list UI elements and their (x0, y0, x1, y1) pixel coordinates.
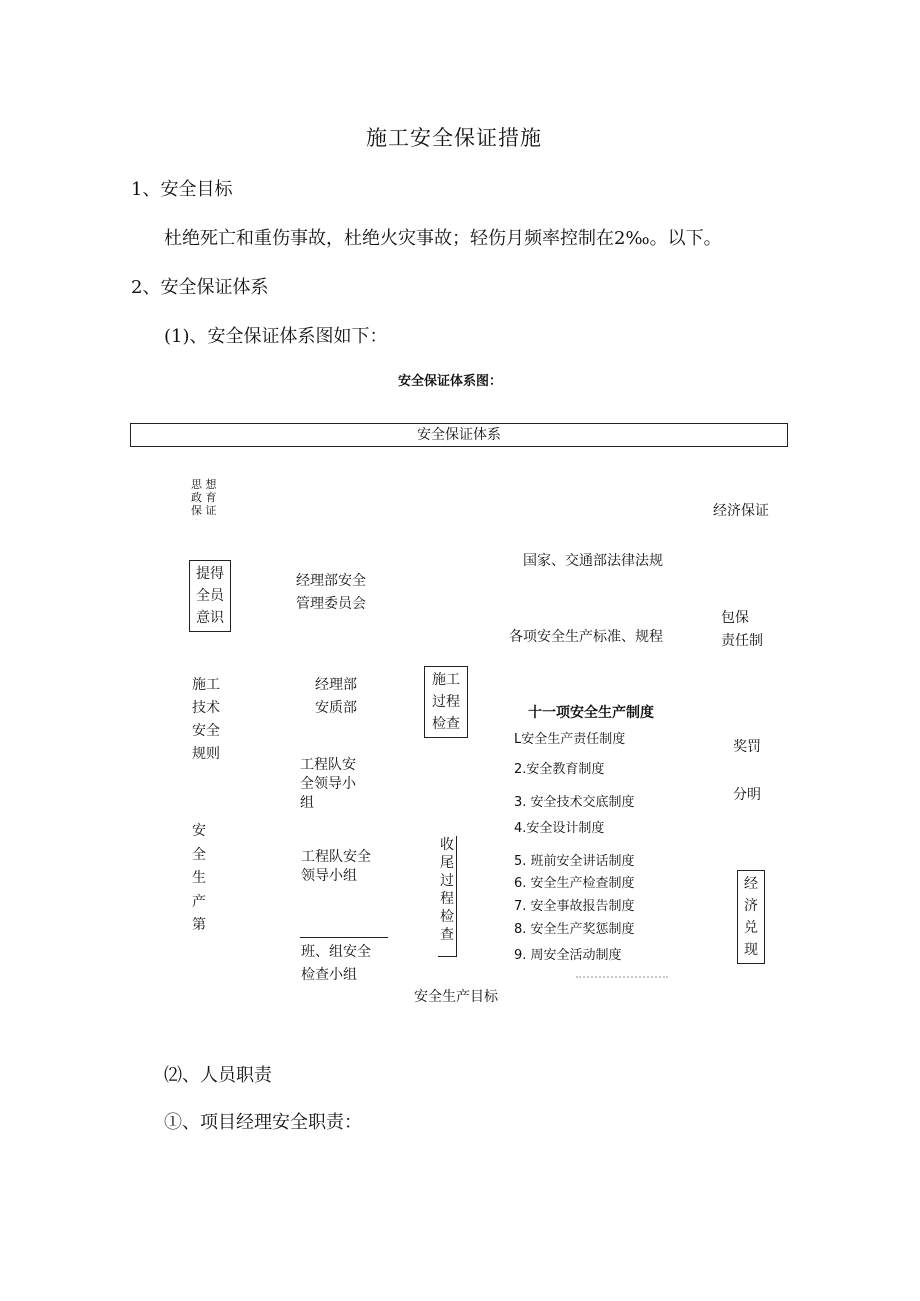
diagram-header: 安全保证体系 (417, 427, 501, 443)
tide-box (189, 560, 231, 632)
team-a-line-3: 组 (300, 795, 314, 811)
shigong-label (192, 674, 220, 766)
process-line-3: 检查 (432, 716, 460, 732)
anquan-line-5: 第 (192, 917, 206, 933)
tide-line-1: 提得 (196, 566, 224, 582)
team-b-line-1: 工程队安全 (301, 849, 371, 865)
tide-line-2: 全员 (196, 588, 224, 604)
team-b-label (301, 848, 371, 886)
shigong-line-4: 规则 (192, 746, 220, 762)
section-2-sub3: ①、项目经理安全职责： (164, 1112, 362, 1133)
zhibu-label (315, 674, 357, 720)
section-2-sub2: ⑵、人员职责 (164, 1065, 272, 1086)
diagram-header-box (130, 423, 788, 447)
rule-item: 6. 安全生产检查制度 (514, 876, 635, 891)
rule-item: 7. 安全事故报告制度 (514, 899, 635, 914)
closing-line-1: 收 (440, 837, 454, 853)
baobao-line-1: 包保 (721, 610, 749, 626)
team-a-line-2: 全领导小 (300, 776, 356, 792)
process-line-2: 过程 (432, 694, 460, 710)
page-title: 施工安全保证措施 (366, 126, 542, 150)
closing-check-box (438, 836, 457, 957)
sixiang-line-2: 政 育 (191, 491, 217, 504)
rules-title: 十一项安全生产制度 (528, 705, 654, 721)
rule-item: L安全生产责任制度 (514, 732, 626, 747)
econ-line-1: 经 (744, 876, 758, 892)
diagram-caption: 安全保证体系图： (398, 374, 503, 389)
group-top-rule (300, 937, 388, 938)
rule-item: 9. 周安全活动制度 (514, 948, 622, 963)
rule-item: 4.安全设计制度 (514, 821, 605, 836)
shigong-line-2: 技术 (192, 700, 220, 716)
jiangfa-label: 奖罚 (733, 739, 761, 755)
econ-fulfill-box (737, 870, 765, 964)
anquan-line-3: 生 (192, 870, 206, 886)
tide-line-3: 意识 (196, 610, 224, 626)
rule-item: 8. 安全生产奖惩制度 (514, 922, 635, 937)
econ-line-4: 现 (744, 942, 758, 958)
closing-line-5: 检 (440, 909, 454, 925)
closing-line-3: 过 (440, 873, 454, 889)
committee-line-1: 经理部安全 (296, 573, 366, 589)
committee-label (296, 570, 366, 616)
committee-line-2: 管理委员会 (296, 596, 366, 612)
team-a-line-1: 工程队安 (300, 757, 356, 773)
closing-line-2: 尾 (440, 855, 454, 871)
fenming-label: 分明 (733, 787, 761, 803)
econ-guarantee-label: 经济保证 (713, 503, 769, 519)
clipped-rule-fragment (576, 976, 668, 978)
process-check-box (424, 666, 468, 738)
section-2-heading: 2、安全保证体系 (131, 277, 269, 298)
shigong-line-1: 施工 (192, 677, 220, 693)
closing-line-4: 程 (440, 891, 454, 907)
process-line-1: 施工 (432, 672, 460, 688)
section-1-heading: 1、安全目标 (131, 179, 233, 200)
rule-item: 3. 安全技术交底制度 (514, 795, 635, 810)
safety-goal-label: 安全生产目标 (414, 989, 498, 1005)
closing-line-6: 查 (440, 927, 454, 943)
team-b-line-2: 领导小组 (301, 868, 357, 884)
econ-line-2: 济 (744, 898, 758, 914)
anquan-label (192, 820, 206, 938)
baobao-line-2: 责任制 (721, 633, 763, 649)
group-label (301, 941, 371, 987)
group-line-2: 检查小组 (301, 967, 357, 983)
rule-item: 5. 班前安全讲话制度 (514, 854, 635, 869)
group-line-1: 班、组安全 (301, 944, 371, 960)
zhibu-line-1: 经理部 (315, 677, 357, 693)
econ-line-3: 兑 (744, 920, 758, 936)
team-a-label (300, 756, 356, 813)
sixiang-line-3: 保 证 (191, 504, 217, 517)
anquan-line-1: 安 (192, 823, 206, 839)
zhibu-line-2: 安质部 (315, 700, 357, 716)
rule-item: 2.安全教育制度 (514, 762, 605, 777)
laws-label: 国家、交通部法律法规 (523, 553, 663, 569)
sixiang-label (191, 478, 217, 517)
sixiang-line-1: 思 想 (191, 478, 217, 491)
section-2-sub1: (1)、安全保证体系图如下： (164, 326, 388, 347)
standards-label: 各项安全生产标准、规程 (509, 629, 663, 645)
anquan-line-2: 全 (192, 846, 206, 863)
anquan-line-4: 产 (192, 893, 206, 910)
shigong-line-3: 安全 (192, 723, 220, 739)
baobao-label (721, 607, 763, 653)
section-1-text: 杜绝死亡和重伤事故，杜绝火灾事故；轻伤月频率控制在2‰。以下。 (164, 228, 722, 249)
